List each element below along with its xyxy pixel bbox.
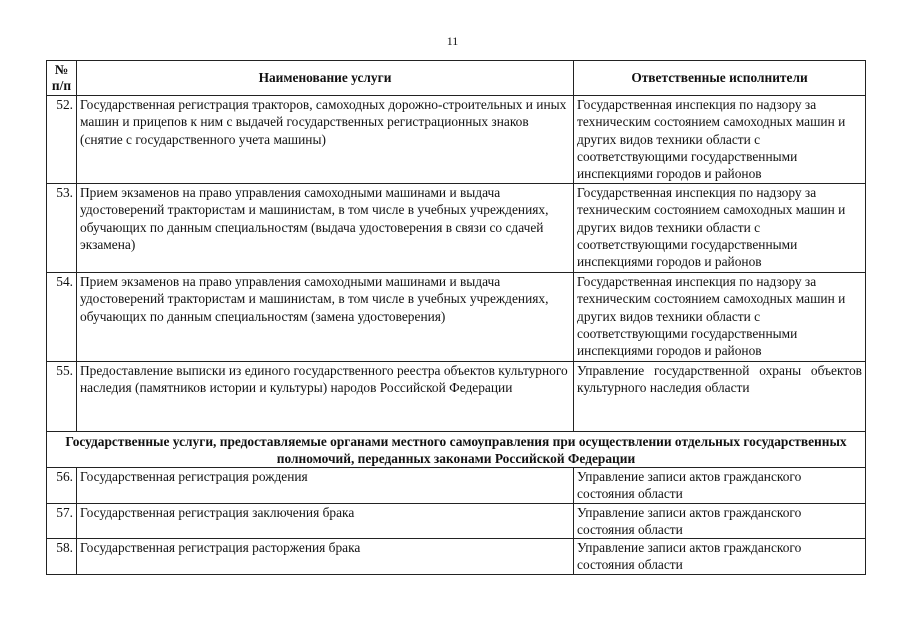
header-responsible: Ответственные исполнители — [574, 61, 866, 96]
table-row — [47, 184, 866, 273]
table-row — [47, 468, 866, 504]
service-name: Государственная регистрация тракторов, самоходных дорожно-строительных и иных машин и прицепов к ним с выдачей государственных регистрационных знаков (снятие с государственного учета машины) — [77, 96, 574, 184]
row-number: 53. — [47, 184, 77, 273]
responsible-executor: Управление записи актов гражданского состояния области — [574, 503, 866, 539]
responsible-executor: Управление записи актов гражданского состояния области — [574, 468, 866, 504]
table-row — [47, 362, 866, 432]
service-name: Государственная регистрация расторжения брака — [77, 539, 574, 575]
table-row — [47, 96, 866, 184]
row-number: 54. — [47, 273, 77, 362]
services-table — [46, 60, 866, 575]
table-header-row — [47, 61, 866, 96]
header-service-name: Наименование услуги — [77, 61, 574, 96]
row-number: 52. — [47, 96, 77, 184]
service-name: Государственная регистрация рождения — [77, 468, 574, 504]
section-heading-row — [47, 432, 866, 468]
row-number: 57. — [47, 503, 77, 539]
service-name: Прием экзаменов на право управления самоходными машинами и выдача удостоверений трактористам и машинистам, в том числе в учебных учреждениях, обучающих по данным специальностям (замена удостоверения) — [77, 273, 574, 362]
table-row — [47, 273, 866, 362]
responsible-executor: Управление государственной охраны объектов культурного наследия области — [574, 362, 866, 432]
row-number: 55. — [47, 362, 77, 432]
table-row — [47, 503, 866, 539]
responsible-executor: Государственная инспекция по надзору за техническим состоянием самоходных машин и других видов техники области с соответствующими государственными инспекциями городов и районов — [574, 184, 866, 273]
row-number: 58. — [47, 539, 77, 575]
section-heading: Государственные услуги, предоставляемые органами местного самоуправления при осуществлении отдельных государственных полномочий, переданных законами Российской Федерации — [47, 432, 866, 468]
header-number: № п/п — [47, 61, 77, 96]
service-name: Предоставление выписки из единого государственного реестра объектов культурного наследия (памятников истории и культуры) народов Российской Федерации — [77, 362, 574, 432]
table-row — [47, 539, 866, 575]
page-number: 11 — [446, 34, 459, 48]
responsible-executor: Управление записи актов гражданского состояния области — [574, 539, 866, 575]
responsible-executor: Государственная инспекция по надзору за техническим состоянием самоходных машин и других видов техники области с соответствующими государственными инспекциями городов и районов — [574, 96, 866, 184]
responsible-executor: Государственная инспекция по надзору за техническим состоянием самоходных машин и других видов техники области с соответствующими государственными инспекциями городов и районов — [574, 273, 866, 362]
service-name: Государственная регистрация заключения брака — [77, 503, 574, 539]
service-name: Прием экзаменов на право управления самоходными машинами и выдача удостоверений трактористам и машинистам, в том числе в учебных учреждениях, обучающих по данным специальностям (выдача удостоверения в связи со сдачей экзамена) — [77, 184, 574, 273]
row-number: 56. — [47, 468, 77, 504]
